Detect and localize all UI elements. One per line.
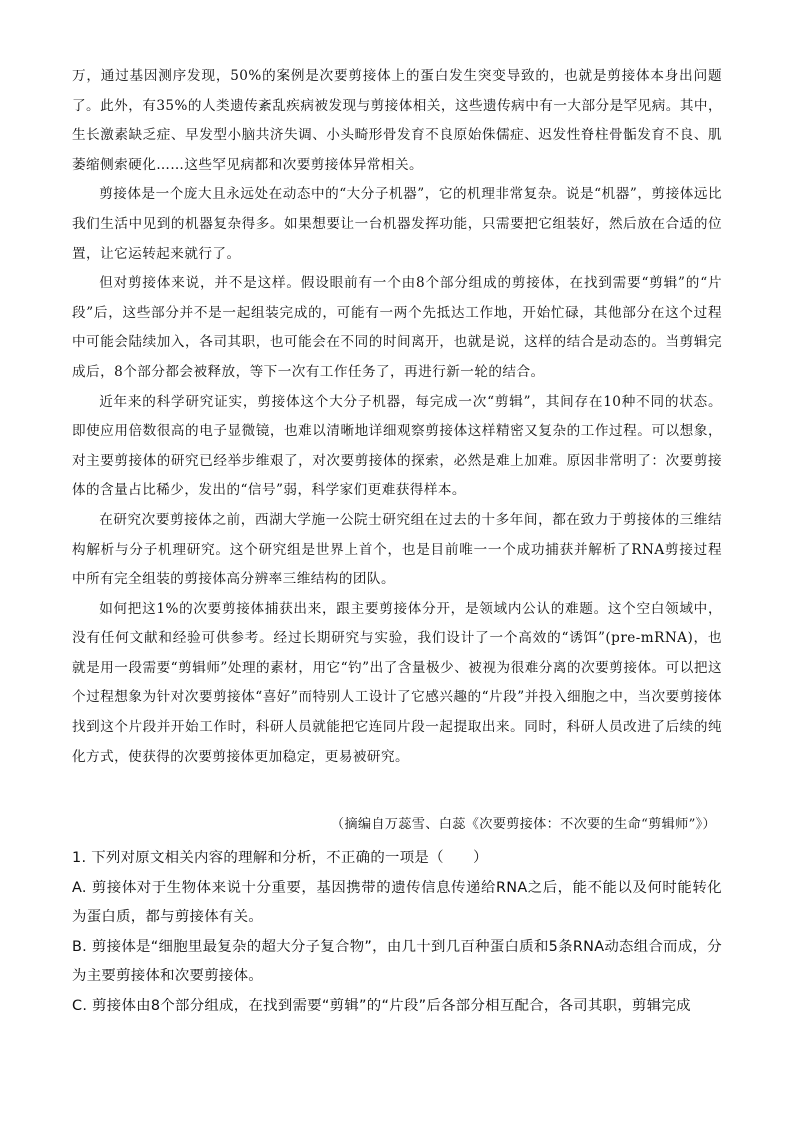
- article-paragraph: 但对剪接体来说，并不是这样。假设眼前有一个由8个部分组成的剪接体，在找到需要“剪辑”的“片段”后，这些部分并不是一起组装完成的，可能有一两个先抵达工作地，开始忙碌，其他部分在这个过程中可能会陆续加入，各司其职，也可能会在不同的时间离开，也就是说，这样的结合是动态的。当剪辑完成后，8个部分都会被释放，等下一次有工作任务了，再进行新一轮的结合。: [72, 275, 722, 380]
- question-block: [72, 844, 722, 1022]
- article-paragraph: 在研究次要剪接体之前，西湖大学施一公院士研究组在过去的十多年间，都在致力于剪接体的三维结构解析与分子机理研究。这个研究组是世界上首个，也是目前唯一一个成功捕获并解析了RNA剪接过程中所有完全组装的剪接体高分辨率三维结构的团队。: [72, 511, 722, 588]
- question-option-c: C. 剪接体由8个部分组成，在找到需要“剪辑”的“片段”后各部分相互配合，各司其职，剪辑完成: [72, 997, 691, 1014]
- question-stem: 1. 下列对原文相关内容的理解和分析，不正确的一项是（ ）: [72, 850, 488, 866]
- article-body: [72, 62, 722, 772]
- article-paragraph: 如何把这1%的次要剪接体捕获出来，跟主要剪接体分开，是领域内公认的难题。这个空白领域中，没有任何文献和经验可供参考。经过长期研究与实验，我们设计了一个高效的“诱饵”(pre-mRNA)，也就是用一段需要“剪辑师”处理的素材，用它“钓”出了含量极少、被视为很难分离的次要剪接体。可以把这个过程想象为针对次要剪接体“喜好”而特别人工设计了它感兴趣的“片段”并投入细胞之中，当次要剪接体找到这个片段并开始工作时，科研人员就能把它连同片段一起提取出来。同时，科研人员改进了后续的纯化方式，使获得的次要剪接体更加稳定，更易被研究。: [72, 600, 722, 765]
- question-option-b: B. 剪接体是“细胞里最复杂的超大分子复合物”，由几十到几百种蛋白质和5条RNA动态组合而成，分为主要剪接体和次要剪接体。: [72, 938, 722, 985]
- article-paragraph-continued: 万，通过基因测序发现，50%的案例是次要剪接体上的蛋白发生突变导致的，也就是剪接体本身出问题了。此外，有35%的人类遗传紊乱疾病被发现与剪接体相关，这些遗传病中有一大部分是罕见病。其中，生长激素缺乏症、早发型小脑共济失调、小头畸形骨发育不良原始侏儒症、迟发性脊柱骨骺发育不良、肌萎缩侧索硬化……这些罕见病都和次要剪接体异常相关。: [72, 68, 722, 173]
- article-paragraph: 剪接体是一个庞大且永远处在动态中的“大分子机器”，它的机理非常复杂。说是“机器”，剪接体远比我们生活中见到的机器复杂得多。如果想要让一台机器发挥功能，只需要把它组装好，然后放在合适的位置，让它运转起来就行了。: [72, 186, 722, 262]
- article-source: （摘编自万蕊雪、白蕊《次要剪接体：不次要的生命“剪辑师”》）: [330, 817, 716, 832]
- article-paragraph: 近年来的科学研究证实，剪接体这个大分子机器，每完成一次“剪辑”，其间存在10种不同的状态。即使应用倍数很高的电子显微镜，也难以清晰地详细观察剪接体这样精密又复杂的工作过程。可以想象，对主要剪接体的研究已经举步维艰了，对次要剪接体的探索，必然是难上加难。原因非常明了：次要剪接体的含量占比稀少，发出的“信号”弱，科学家们更难获得样本。: [72, 393, 722, 499]
- question-option-a: A. 剪接体对于生物体来说十分重要，基因携带的遗传信息传递给RNA之后，能不能以及何时能转化为蛋白质，都与剪接体有关。: [72, 879, 722, 926]
